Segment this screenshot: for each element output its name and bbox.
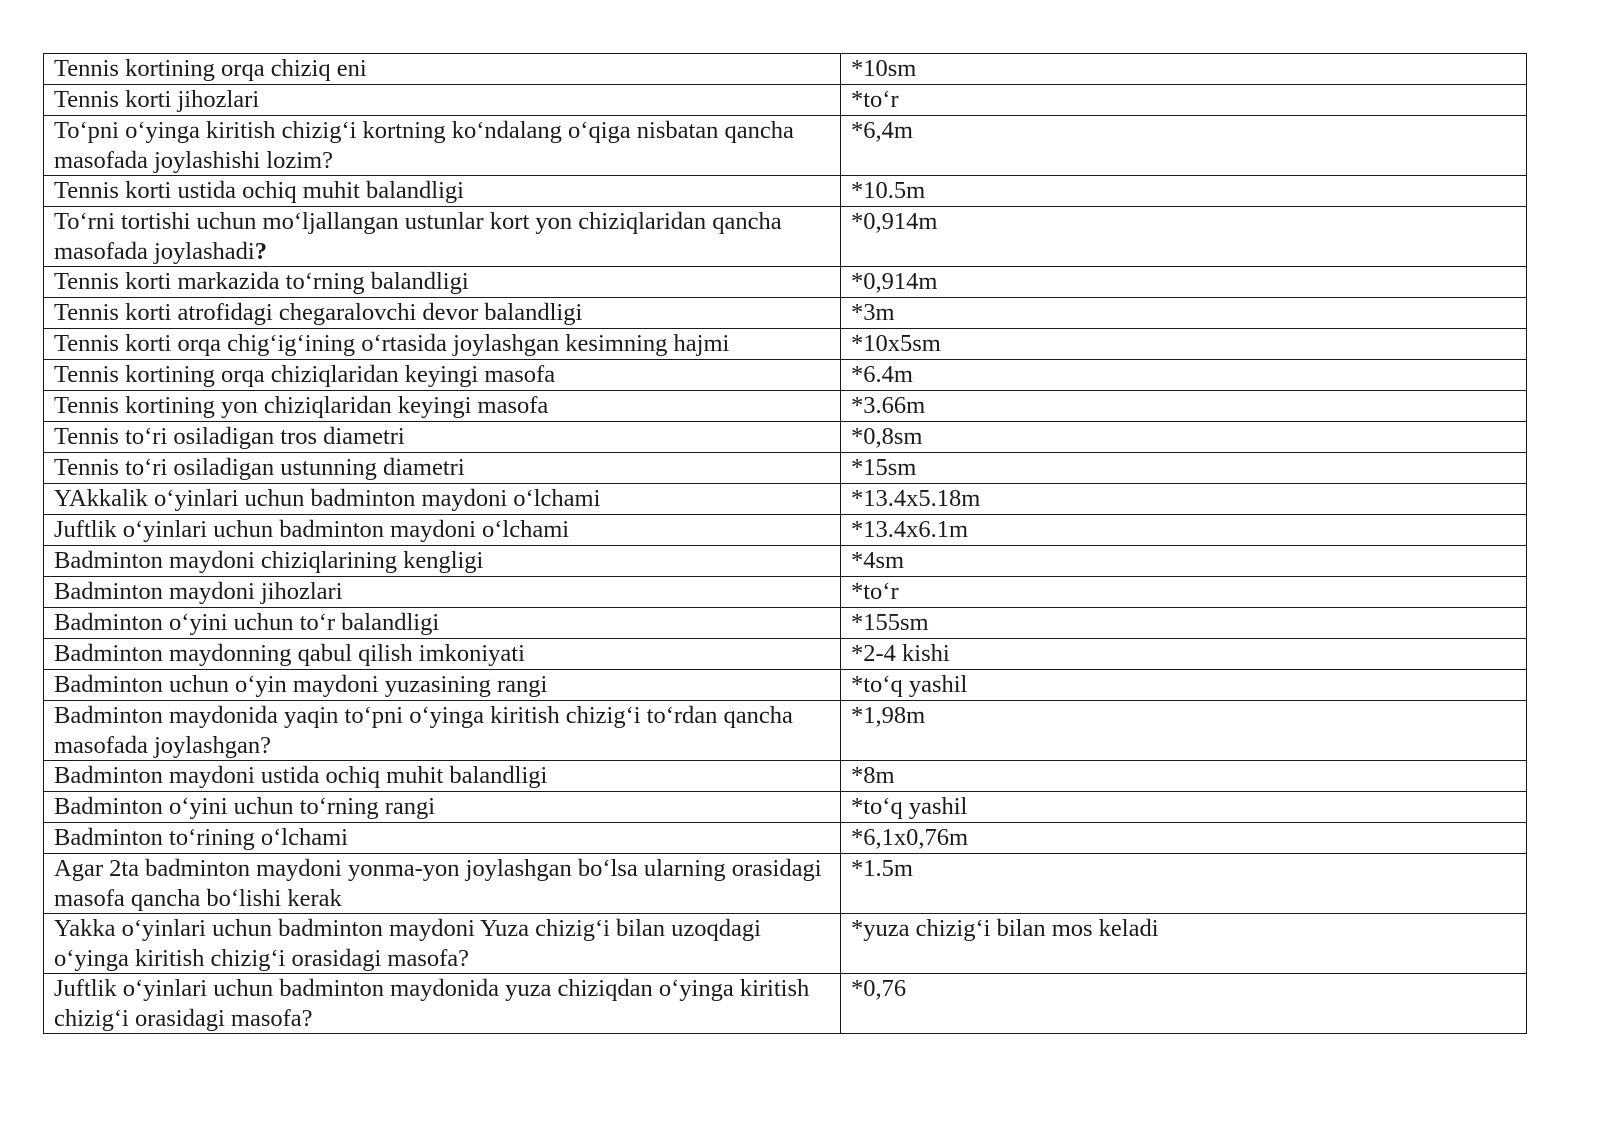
- qa-table: [43, 53, 1527, 1034]
- table-row: [44, 701, 1527, 761]
- answer-cell: *to‘r: [841, 577, 1527, 608]
- table-row: [44, 391, 1527, 422]
- question-cell: Juftlik o‘yinlari uchun badminton maydoni o‘lchami: [44, 515, 841, 546]
- answer-cell: *1,98m: [841, 701, 1527, 761]
- answer-cell: *15sm: [841, 453, 1527, 484]
- answer-cell: *0,76: [841, 974, 1527, 1034]
- question-cell: Badminton maydoni ustida ochiq muhit balandligi: [44, 761, 841, 792]
- question-cell: Tennis kortining orqa chiziq eni: [44, 54, 841, 85]
- table-row: [44, 854, 1527, 914]
- table-row: [44, 267, 1527, 298]
- answer-cell: *10x5sm: [841, 329, 1527, 360]
- table-row: [44, 54, 1527, 85]
- question-cell: Yakka o‘yinlari uchun badminton maydoni Yuza chizig‘i bilan uzoqdagi o‘yinga kiritish chizig‘i orasidagi masofa?: [44, 914, 841, 974]
- question-cell: Tennis kortining yon chiziqlaridan keyingi masofa: [44, 391, 841, 422]
- question-cell: Tennis kortining orqa chiziqlaridan keyingi masofa: [44, 360, 841, 391]
- answer-cell: *yuza chizig‘i bilan mos keladi: [841, 914, 1527, 974]
- question-cell: Badminton to‘rining o‘lchami: [44, 823, 841, 854]
- table-row: [44, 207, 1527, 267]
- answer-cell: *3m: [841, 298, 1527, 329]
- table-row: [44, 974, 1527, 1034]
- question-cell: Badminton uchun o‘yin maydoni yuzasining rangi: [44, 670, 841, 701]
- table-row: [44, 329, 1527, 360]
- question-cell: YAkkalik o‘yinlari uchun badminton maydoni o‘lchami: [44, 484, 841, 515]
- question-cell: Badminton maydoni chiziqlarining kengligi: [44, 546, 841, 577]
- question-cell: [44, 207, 841, 267]
- answer-cell: *to‘q yashil: [841, 792, 1527, 823]
- table-row: [44, 360, 1527, 391]
- table-row: [44, 608, 1527, 639]
- table-row: [44, 453, 1527, 484]
- question-cell: Badminton maydoni jihozlari: [44, 577, 841, 608]
- answer-cell: *to‘q yashil: [841, 670, 1527, 701]
- question-cell: Badminton maydonning qabul qilish imkoniyati: [44, 639, 841, 670]
- answer-cell: *3.66m: [841, 391, 1527, 422]
- answer-cell: *0,914m: [841, 267, 1527, 298]
- answer-cell: *13.4x5.18m: [841, 484, 1527, 515]
- table-row: [44, 85, 1527, 116]
- table-row: [44, 761, 1527, 792]
- answer-cell: *2-4 kishi: [841, 639, 1527, 670]
- question-mark: ?: [254, 237, 267, 265]
- question-cell: Tennis to‘ri osiladigan tros diametri: [44, 422, 841, 453]
- question-cell: Badminton o‘yini uchun to‘r balandligi: [44, 608, 841, 639]
- question-cell: Tennis korti ustida ochiq muhit balandligi: [44, 176, 841, 207]
- answer-cell: *0,8sm: [841, 422, 1527, 453]
- answer-cell: *0,914m: [841, 207, 1527, 267]
- answer-cell: *1.5m: [841, 854, 1527, 914]
- answer-cell: *6,1x0,76m: [841, 823, 1527, 854]
- table-row: [44, 670, 1527, 701]
- table-row: [44, 298, 1527, 329]
- question-cell: Tennis korti jihozlari: [44, 85, 841, 116]
- answer-cell: *4sm: [841, 546, 1527, 577]
- question-cell: Tennis korti orqa chig‘ig‘ining o‘rtasida joylashgan kesimning hajmi: [44, 329, 841, 360]
- question-cell: Agar 2ta badminton maydoni yonma-yon joylashgan bo‘lsa ularning orasidagi masofa qancha bo‘lishi kerak: [44, 854, 841, 914]
- table-row: [44, 484, 1527, 515]
- table-row: [44, 914, 1527, 974]
- question-cell: Juftlik o‘yinlari uchun badminton maydonida yuza chiziqdan o‘yinga kiritish chizig‘i orasidagi masofa?: [44, 974, 841, 1034]
- question-cell: Tennis korti atrofidagi chegaralovchi devor balandligi: [44, 298, 841, 329]
- answer-cell: *8m: [841, 761, 1527, 792]
- answer-cell: *6,4m: [841, 116, 1527, 176]
- question-cell: Tennis korti markazida to‘rning balandligi: [44, 267, 841, 298]
- answer-cell: *13.4x6.1m: [841, 515, 1527, 546]
- table-row: [44, 639, 1527, 670]
- table-row: [44, 176, 1527, 207]
- table-row: [44, 792, 1527, 823]
- answer-cell: *to‘r: [841, 85, 1527, 116]
- table-row: [44, 116, 1527, 176]
- table-row: [44, 422, 1527, 453]
- question-cell: To‘pni o‘yinga kiritish chizig‘i kortning ko‘ndalang o‘qiga nisbatan qancha masofada joylashishi lozim?: [44, 116, 841, 176]
- question-cell: Tennis to‘ri osiladigan ustunning diametri: [44, 453, 841, 484]
- answer-cell: *10.5m: [841, 176, 1527, 207]
- table-row: [44, 546, 1527, 577]
- answer-cell: *155sm: [841, 608, 1527, 639]
- question-cell: Badminton o‘yini uchun to‘rning rangi: [44, 792, 841, 823]
- question-cell: Badminton maydonida yaqin to‘pni o‘yinga kiritish chizig‘i to‘rdan qancha masofada joylashgan?: [44, 701, 841, 761]
- answer-cell: *6.4m: [841, 360, 1527, 391]
- question-text: To‘rni tortishi uchun mo‘ljallangan ustunlar kort yon chiziqlaridan qancha masofada joylashadi: [54, 208, 782, 265]
- table-row: [44, 577, 1527, 608]
- table-row: [44, 823, 1527, 854]
- answer-cell: *10sm: [841, 54, 1527, 85]
- table-row: [44, 515, 1527, 546]
